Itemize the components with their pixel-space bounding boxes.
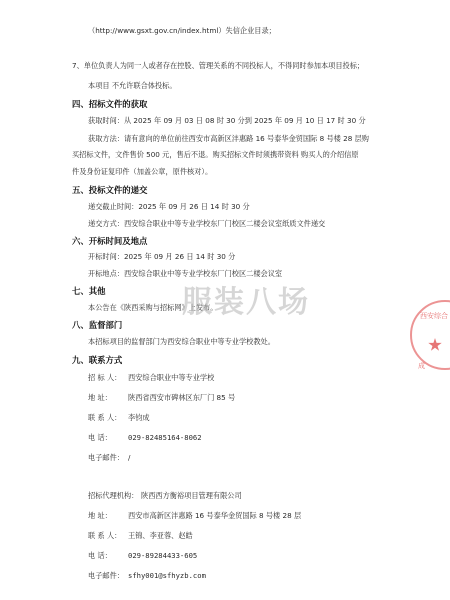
s5-line-1: 递交截止时间：2025 年 09 月 26 日 14 时 30 分 — [88, 202, 250, 211]
buyer-address-label: 地 址： — [88, 393, 112, 402]
buyer-email-value: / — [128, 453, 131, 462]
s7-line-1: 本公告在《陕西采购与招标网》上发布。 — [88, 303, 218, 312]
agent-address-value: 西安市高新区沣惠路 16 号泰华金贸国际 8 号楼 28 层 — [128, 511, 302, 520]
s4-line-4: 件及身份证复印件（加盖公章，原件核对）。 — [72, 167, 213, 176]
buyer-value: 西安综合职业中等专业学校 — [128, 373, 215, 382]
agent-phone-label: 电 话： — [88, 551, 112, 560]
official-seal-icon — [410, 300, 450, 370]
section-8-heading: 八、监督部门 — [72, 320, 123, 330]
section-9-heading: 九、联系方式 — [72, 355, 123, 365]
buyer-phone-label: 电 话： — [88, 433, 112, 442]
s6-line-1: 开标时间：2025 年 09 月 26 日 14 时 30 分 — [88, 252, 236, 261]
section-4-heading: 四、招标文件的获取 — [72, 99, 148, 109]
s5-line-2: 递交方式：西安综合职业中等专业学校东厂门校区二楼会议室纸质文件递交 — [88, 219, 326, 228]
buyer-contact-label: 联 系 人： — [88, 413, 122, 422]
agent-contact-value: 王锦、李亚蓉、赵皓 — [128, 531, 193, 540]
agent-label: 招标代理机构： — [88, 491, 139, 500]
agent-email-label: 电子邮件： — [88, 571, 124, 580]
agent-phone-value: 029-89284433-605 — [128, 551, 198, 560]
body-line-3: 本项目 不允许联合体投标。 — [88, 81, 177, 90]
s4-line-3: 买招标文件，文件售价 500 元，售后不退。购买招标文件时须携带资料 购买人的介绍信原 — [72, 150, 359, 159]
agent-address-label: 地 址： — [88, 511, 112, 520]
buyer-address-value: 陕西省西安市碑林区东厂门 85 号 — [128, 393, 236, 402]
section-6-heading: 六、开标时间及地点 — [72, 236, 148, 246]
s4-line-1: 获取时间：从 2025 年 09 月 03 日 08 时 30 分到 2025 年 09 月 10 日 17 时 30 分 — [88, 116, 366, 125]
buyer-phone-value: 029-82485164-8062 — [128, 433, 202, 442]
buyer-contact-value: 李钧成 — [128, 413, 150, 422]
section-7-heading: 七、其他 — [72, 286, 106, 296]
section-5-heading: 五、投标文件的递交 — [72, 185, 148, 195]
s6-line-2: 开标地点：西安综合职业中等专业学校东厂门校区二楼会议室 — [88, 269, 283, 278]
body-line-2: 7、单位负责人为同一人或者存在控股、管理关系的不同投标人，不得同时参加本项目投标； — [72, 61, 365, 70]
buyer-label: 招 标 人： — [88, 373, 122, 382]
buyer-email-label: 电子邮件： — [88, 453, 124, 462]
s8-line-1: 本招标项目的监督部门为西安综合职业中等专业学校教处。 — [88, 337, 275, 346]
agent-contact-label: 联 系 人： — [88, 531, 122, 540]
watermark: 服装八场 — [182, 285, 310, 320]
agent-value: 陕西西方衡裕项目管理有限公司 — [141, 491, 242, 500]
s4-line-2: 获取方法：请有意向的单位前往西安市高新区沣惠路 16 号泰华金贸国际 8 号楼 28 层购 — [88, 134, 369, 143]
seal-text-top: 西安综合 — [420, 312, 448, 320]
body-line-1: （http://www.gsxt.gov.cn/index.html）失信企业目录； — [88, 26, 276, 35]
agent-email-value: sfhy001@sfhyzb.com — [128, 571, 206, 580]
seal-text-bottom: 成 — [418, 362, 425, 370]
